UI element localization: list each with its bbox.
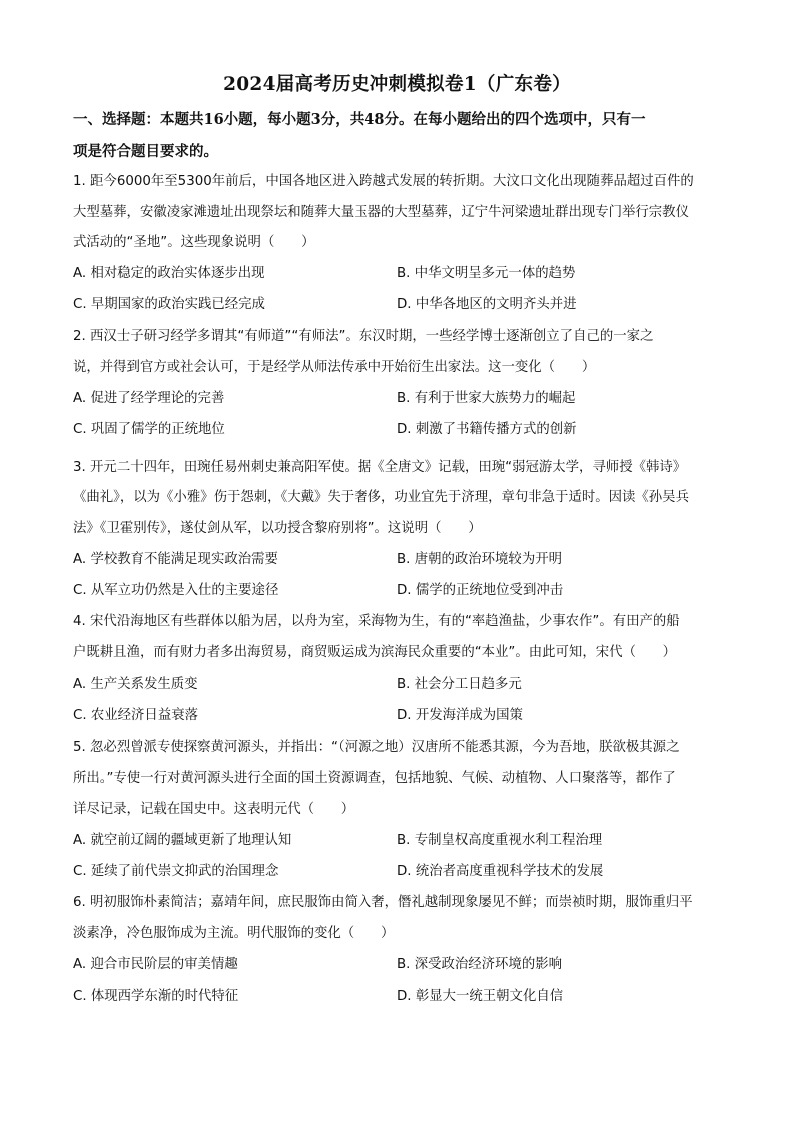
option-a[interactable]: A. 学校教育不能满足现实政治需要 xyxy=(73,552,278,567)
option-b[interactable]: B. 唐朝的政治环境较为开明 xyxy=(397,552,562,567)
option-b[interactable]: B. 深受政治经济环境的影响 xyxy=(397,957,562,972)
question-text-line: 2. 西汉士子研习经学多谓其“有师道”“有师法”。东汉时期，一些经学博士逐渐创立了自己的一家之 xyxy=(73,329,654,344)
option-c[interactable]: C. 从军立功仍然是入仕的主要途径 xyxy=(73,583,279,598)
option-d[interactable]: D. 统治者高度重视科学技术的发展 xyxy=(397,864,604,879)
option-d[interactable]: D. 儒学的正统地位受到冲击 xyxy=(397,583,564,598)
option-a[interactable]: A. 相对稳定的政治实体逐步出现 xyxy=(73,266,265,281)
question-text-line: 1. 距今6000年至5300年前后，中国各地区进入跨越式发展的转折期。大汶口文化出现随葬品超过百件的 xyxy=(73,174,694,189)
option-b[interactable]: B. 社会分工日趋多元 xyxy=(397,677,522,692)
option-d[interactable]: D. 中华各地区的文明齐头并进 xyxy=(397,297,577,312)
option-a[interactable]: A. 迎合市民阶层的审美情趣 xyxy=(73,957,238,972)
question-text-line: 详尽记录，记载在国史中。这表明元代（ ） xyxy=(73,802,355,817)
section-header xyxy=(73,104,723,168)
option-b[interactable]: B. 专制皇权高度重视水利工程治理 xyxy=(397,833,603,848)
option-c[interactable]: C. 延续了前代崇文抑武的治国理念 xyxy=(73,864,279,879)
exam-title: 2024届高考历史冲刺模拟卷1（广东卷） xyxy=(223,74,571,95)
option-a[interactable]: A. 促进了经学理论的完善 xyxy=(73,391,225,406)
question-text-line: 3. 开元二十四年，田琬任易州刺史兼高阳军使。据《全唐文》记载，田琬“弱冠游太学，寻师授《韩诗》 xyxy=(73,460,687,475)
question-text-line: 户既耕且渔，而有财力者多出海贸易，商贸贩运成为滨海民众重要的“本业”。由此可知，宋代（ ） xyxy=(73,645,677,660)
option-a[interactable]: A. 生产关系发生质变 xyxy=(73,677,198,692)
question-text-line: 淡素净，冷色服饰成为主流。明代服饰的变化（ ） xyxy=(73,926,395,941)
option-c[interactable]: C. 巩固了儒学的正统地位 xyxy=(73,422,225,437)
question-text-line: 式活动的“圣地”。这些现象说明（ ） xyxy=(73,235,315,250)
option-c[interactable]: C. 农业经济日益衰落 xyxy=(73,708,198,723)
option-d[interactable]: D. 彰显大一统王朝文化自信 xyxy=(397,989,564,1004)
option-b[interactable]: B. 中华文明呈多元一体的趋势 xyxy=(397,266,576,281)
option-b[interactable]: B. 有利于世家大族势力的崛起 xyxy=(397,391,576,406)
question-text-line: 5. 忽必烈曾派专使探察黄河源头，并指出：“（河源之地）汉唐所不能悉其源，今为吾地，朕欲极其源之 xyxy=(73,740,680,755)
section-header-line-2: 项是符合题目要求的。 xyxy=(73,143,218,160)
question-text-line: 所出。”专使一行对黄河源头进行全面的国土资源调查，包括地貌、气候、动植物、人口聚落等，都作了 xyxy=(73,771,676,786)
question-text-line: 6. 明初服饰朴素简洁；嘉靖年间，庶民服饰由简入奢，僭礼越制现象屡见不鲜；而崇祯时期，服饰重归平 xyxy=(73,895,693,910)
question-text-line: 大型墓葬，安徽凌家滩遗址出现祭坛和随葬大量玉器的大型墓葬，辽宁牛河梁遗址群出现专门举行宗教仪 xyxy=(73,205,689,220)
option-d[interactable]: D. 开发海洋成为国策 xyxy=(397,708,523,723)
question-text-line: 说，并得到官方或社会认可，于是经学从师法传承中开始衍生出家法。这一变化（ ） xyxy=(73,360,596,375)
question-text-line: 法》《卫霍别传》，遂仗剑从军，以功授含黎府别将”。这说明（ ） xyxy=(73,521,482,536)
question-text-line: 4. 宋代沿海地区有些群体以船为居，以舟为室，采海物为生，有的“率趋渔盐，少事农作”。有田产的船 xyxy=(73,614,680,629)
section-header-line-1: 一、选择题：本题共16小题，每小题3分，共48分。在每小题给出的四个选项中，只有一 xyxy=(73,111,646,128)
option-d[interactable]: D. 刺激了书籍传播方式的创新 xyxy=(397,422,577,437)
option-c[interactable]: C. 早期国家的政治实践已经完成 xyxy=(73,297,265,312)
option-c[interactable]: C. 体现西学东渐的时代特征 xyxy=(73,989,239,1004)
question-text-line: 《曲礼》，以为《小雅》伤于怨刺，《大戴》失于奢侈，功业宜先于济理，章句非急于适时。因读《孙吴兵 xyxy=(73,490,689,505)
option-a[interactable]: A. 就空前辽阔的疆域更新了地理认知 xyxy=(73,833,292,848)
